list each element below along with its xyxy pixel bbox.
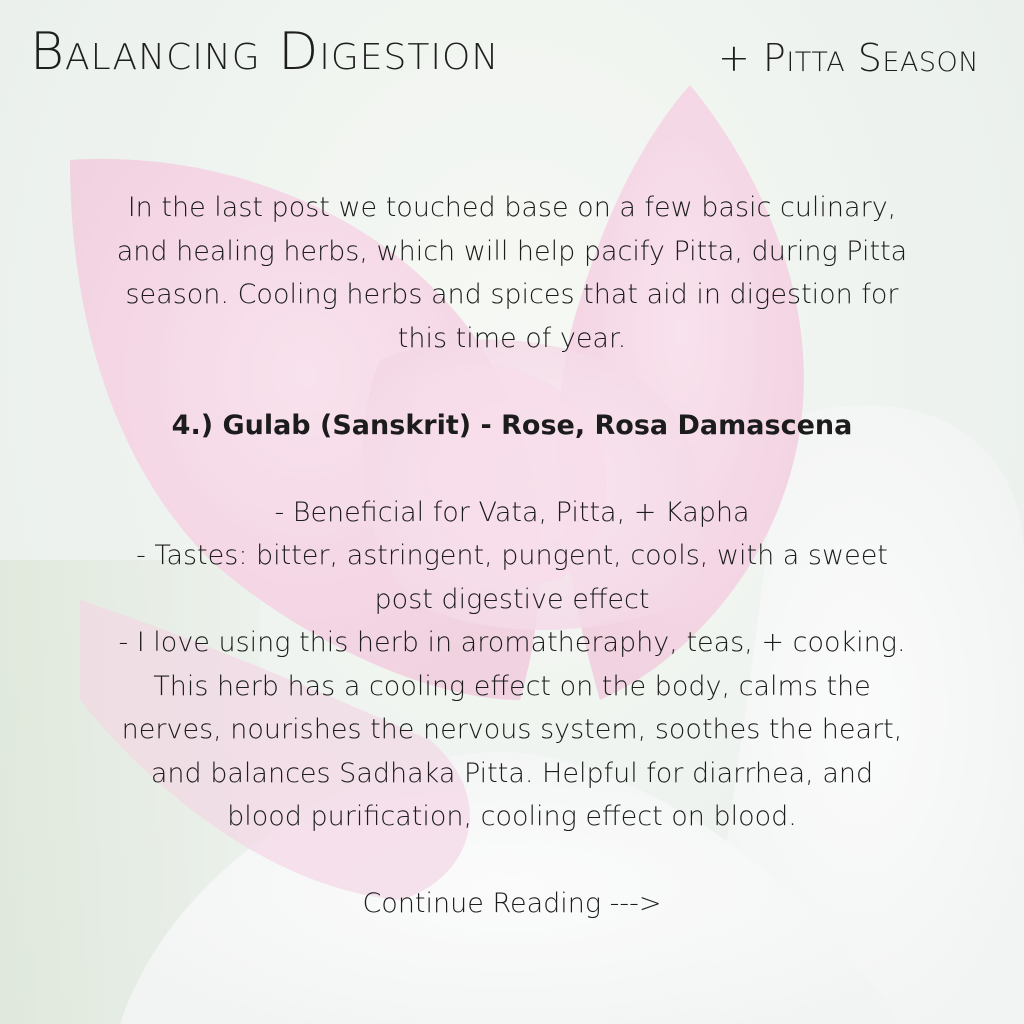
continue-reading-link[interactable]: Continue Reading ---> bbox=[362, 888, 662, 919]
post-content bbox=[112, 186, 912, 926]
intro-paragraph: In the last post we touched base on a few basic culinary, and healing herbs, which will help pacify Pitta, during Pitta season. Cooling herbs and spices that aid in digestion for this time of year. bbox=[116, 192, 908, 354]
spacer bbox=[112, 360, 912, 404]
herb-bullet-doshas: - Beneficial for Vata, Pitta, + Kapha bbox=[274, 496, 750, 528]
herb-heading: 4.) Gulab (Sanskrit) - Rose, Rosa Damascena bbox=[171, 409, 853, 441]
spacer bbox=[112, 447, 912, 491]
spacer bbox=[112, 839, 912, 883]
page-subtitle: + Pitta Season bbox=[718, 36, 979, 80]
header bbox=[30, 22, 1010, 92]
herb-bullet-uses: - I love using this herb in aromatheraphy, teas, + cooking. This herb has a cooling effect on the body, calms the nerves, nourishes the nervous system, soothes the heart, and balances Sadhaka Pitta. Helpful for diarrhea, and blood purification, cooling effect on blood. bbox=[118, 627, 906, 832]
page-title: Balancing Digestion bbox=[30, 22, 500, 82]
herb-bullet-tastes: - Tastes: bitter, astringent, pungent, cools, with a sweet post digestive effect bbox=[136, 540, 888, 615]
